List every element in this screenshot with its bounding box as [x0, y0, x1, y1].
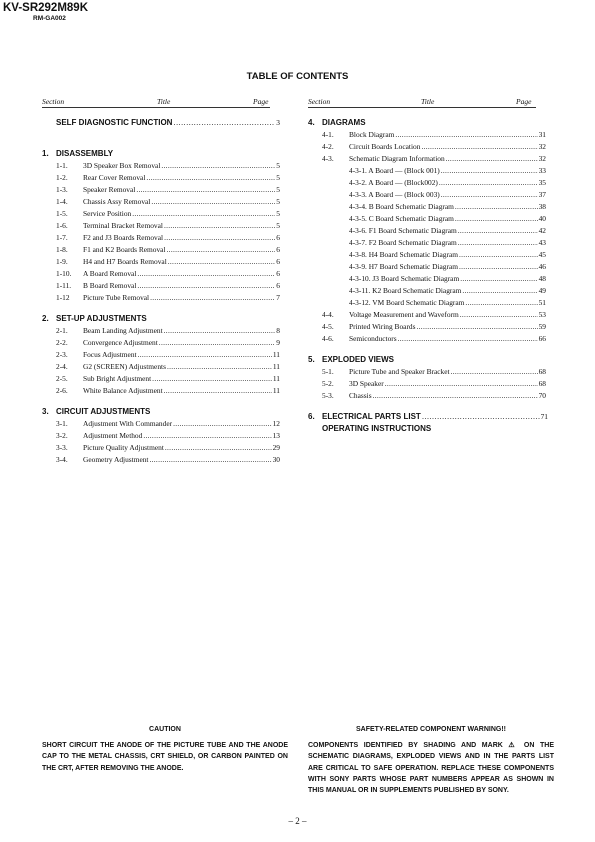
page-number-ref: 11: [272, 374, 280, 383]
toc-subentry: [308, 286, 548, 296]
dot-leader: [458, 226, 538, 235]
entry-title: 3D Speaker Box Removal: [83, 161, 161, 170]
entry-label-line: [349, 166, 546, 175]
toc-subentry: [308, 202, 548, 212]
dot-leader: [373, 391, 538, 400]
dot-leader: [459, 262, 538, 271]
page-number-ref: 5: [276, 161, 280, 170]
toc-entry: [42, 326, 280, 336]
entry-title: Voltage Measurement and Waveform: [349, 310, 459, 319]
page-number-ref: 7: [276, 293, 280, 302]
page-number-ref: 6: [276, 257, 280, 266]
page-number-ref: 9: [276, 338, 280, 347]
entry-label-line: [349, 214, 546, 223]
entry-number: 3-1.: [56, 419, 68, 428]
entry-number: 1-7.: [56, 233, 68, 242]
page-number-ref: 5: [276, 185, 280, 194]
section-title: SELF DIAGNOSTIC FUNCTION: [56, 118, 173, 127]
entry-title: F2 and J3 Boards Removal: [83, 233, 164, 242]
entry-title: Geometry Adjustment: [83, 455, 149, 464]
entry-number: 1-1.: [56, 161, 68, 170]
toc-entry: [308, 379, 548, 389]
entry-label-line: [349, 190, 546, 199]
section-title: CIRCUIT ADJUSTMENTS: [56, 407, 151, 416]
entry-label-line: [349, 379, 546, 388]
toc-entry: [42, 374, 280, 384]
entry-label-line: [83, 281, 280, 290]
toc-subentry: [308, 226, 548, 236]
toc-entry: [308, 322, 548, 332]
dot-leader: [143, 431, 271, 440]
toc-entry: [308, 391, 548, 401]
entry-number: 3-2.: [56, 431, 68, 440]
entry-label-line: [83, 350, 280, 359]
toc-entry: [42, 281, 280, 291]
page-title: TABLE OF CONTENTS: [246, 71, 349, 82]
toc-entry: [42, 269, 280, 279]
page-number-ref: 12: [272, 419, 280, 428]
entry-title: F1 and K2 Boards Removal: [83, 245, 166, 254]
entry-number: 4-6.: [322, 334, 334, 343]
entry-number: 2-2.: [56, 338, 68, 347]
page-number-ref: 46: [538, 262, 546, 271]
toc-entry: [42, 173, 280, 183]
page-number-ref: 38: [538, 202, 546, 211]
entry-label-line: [83, 293, 280, 302]
toc-entry: [42, 209, 280, 219]
page-number-ref: 6: [276, 269, 280, 278]
entry-number: 1-8.: [56, 245, 68, 254]
dot-leader: [159, 338, 276, 347]
page-number-ref: 59: [538, 322, 546, 331]
entry-title: Picture Tube Removal: [83, 293, 150, 302]
toc-subentry: [308, 298, 548, 308]
toc-entry: [42, 221, 280, 231]
caution-text: SHORT CIRCUIT THE ANODE OF THE PICTURE TUBE AND THE ANODE CAP TO THE METAL CHASSIS, CRT SHIELD, OR CARBON PAINTED ON THE CRT, AFTER REMOVING THE ANODE.: [42, 742, 288, 772]
entry-title: Picture Quality Adjustment: [83, 443, 164, 452]
toc-entry: [308, 334, 548, 344]
entry-number: 2-6.: [56, 386, 68, 395]
page-number-ref: 32: [538, 154, 546, 163]
dot-leader: [164, 326, 276, 335]
dot-leader: [136, 185, 275, 194]
entry-title: Semiconductors: [349, 334, 397, 343]
entry-title: G2 (SCREEN) Adjustments: [83, 362, 166, 371]
page-number-ref: 68: [538, 367, 546, 376]
entry-label-line: [83, 386, 280, 395]
entry-title: 3D Speaker: [349, 379, 384, 388]
entry-number: 1-4.: [56, 197, 68, 206]
page-number-ref: 31: [538, 130, 546, 139]
section-header: Section: [42, 97, 65, 106]
entry-label-line: [83, 326, 280, 335]
toc-entry: [42, 293, 280, 303]
entry-title: 4-3-1. A Board — (Block 001): [349, 166, 440, 175]
page-number-ref: 66: [538, 334, 546, 343]
page-number-ref: 3: [276, 118, 280, 127]
entry-label-line: [322, 424, 431, 433]
entry-number: 1-11.: [56, 281, 72, 290]
entry-label-line: [83, 245, 280, 254]
toc-subentry: [308, 178, 548, 188]
entry-number: 1-2.: [56, 173, 68, 182]
entry-title: Terminal Bracket Removal: [83, 221, 163, 230]
toc-entry: [42, 350, 280, 360]
dot-leader: [146, 173, 275, 182]
dot-leader: [150, 293, 275, 302]
dot-leader: [149, 455, 271, 464]
entry-number: 4-2.: [322, 142, 334, 151]
entry-title: 4-3-9. H7 Board Schematic Diagram: [349, 262, 458, 271]
entry-title: 4-3-7. F2 Board Schematic Diagram: [349, 238, 457, 247]
entry-title: Printed Wiring Boards: [349, 322, 416, 331]
dot-leader: [164, 221, 275, 230]
entry-title: 4-3-3. A Board — (Block 003): [349, 190, 440, 199]
dot-leader: [459, 250, 538, 259]
entry-number: 5-2.: [322, 379, 334, 388]
entry-title: Block Diagram: [349, 130, 395, 139]
page-number-ref: 53: [538, 310, 546, 319]
entry-label-line: [349, 298, 546, 307]
page-number-ref: 35: [538, 178, 546, 187]
toc-subentry: [308, 238, 548, 248]
toc-entry: [308, 154, 548, 164]
entry-number: 1-10.: [56, 269, 72, 278]
page-number-ref: 6: [276, 233, 280, 242]
entry-label-line: [322, 412, 548, 421]
section-title: DIAGRAMS: [322, 118, 366, 127]
dot-leader: [455, 214, 538, 223]
dot-leader: [151, 197, 275, 206]
toc-entry: [308, 130, 548, 140]
toc-subentry: [308, 250, 548, 260]
page-number-ref: 5: [276, 173, 280, 182]
dot-leader: [439, 178, 538, 187]
entry-label-line: [83, 455, 280, 464]
entry-label-line: [349, 391, 546, 400]
entry-number: 4-3.: [322, 154, 334, 163]
model-number: KV-SR292M89K: [3, 2, 89, 14]
remote-model: RM-GA002: [33, 15, 66, 22]
entry-number: 2-4.: [56, 362, 68, 371]
dot-leader: [167, 245, 276, 254]
toc-entry: [308, 367, 548, 377]
safety-text: COMPONENTS IDENTIFIED BY SHADING AND MARK ⚠ ON THE SCHEMATIC DIAGRAMS, EXPLODED VIEWS AND IN THE PARTS LIST ARE CRITICAL TO SAFE OPERATION. REPLACE THESE COMPONENTS WITH SONY PARTS WHOSE PART NUMBERS APPEAR AS SHOWN IN THIS MANUAL OR IN SUPPLEMENTS PUBLISHED BY SONY.: [308, 742, 554, 795]
page-number-ref: 51: [538, 298, 546, 307]
page-number-ref: 5: [276, 209, 280, 218]
dot-leader: [137, 281, 275, 290]
entry-title: 4-3-5. C Board Schematic Diagram: [349, 214, 454, 223]
entry-title: Adjustment With Commander: [83, 419, 173, 428]
page-number-ref: 42: [538, 226, 546, 235]
entry-label-line: [83, 173, 280, 182]
entry-title: Rear Cover Removal: [83, 173, 146, 182]
section-number: 3.: [42, 407, 49, 416]
entry-label-line: [349, 322, 546, 331]
page-number: – 2 –: [288, 816, 307, 826]
entry-label-line: [56, 314, 147, 323]
entry-number: 4-1.: [322, 130, 334, 139]
title-header: Title: [421, 97, 435, 106]
entry-title: Sub Bright Adjustment: [83, 374, 152, 383]
toc-entry: [42, 419, 280, 429]
entry-label-line: [83, 221, 280, 230]
entry-number: 2-3.: [56, 350, 68, 359]
toc-subentry: [308, 190, 548, 200]
entry-title: 4-3-11. K2 Board Schematic Diagram: [349, 286, 462, 295]
entry-label-line: [83, 197, 280, 206]
entry-label-line: [83, 257, 280, 266]
entry-label-line: [56, 118, 280, 127]
page-number-ref: 29: [272, 443, 280, 452]
section-number: 1.: [42, 149, 49, 158]
dot-leader: [167, 362, 272, 371]
entry-title: H4 and H7 Boards Removal: [83, 257, 167, 266]
page-number-ref: 70: [538, 391, 546, 400]
entry-title: 4-3-12. VM Board Schematic Diagram: [349, 298, 465, 307]
toc-entry: [42, 443, 280, 453]
page-header: Page: [253, 97, 269, 106]
dot-leader: [385, 379, 538, 388]
page-number-ref: 6: [276, 245, 280, 254]
toc-entry: [42, 338, 280, 348]
entry-number: 1-5.: [56, 209, 68, 218]
entry-number: 2-5.: [56, 374, 68, 383]
section-number: 5.: [308, 355, 315, 364]
dot-leader: [451, 367, 538, 376]
dot-leader: [455, 202, 538, 211]
entry-number: 5-1.: [322, 367, 334, 376]
entry-number: 3-3.: [56, 443, 68, 452]
dot-leader: [173, 118, 275, 127]
page-number-ref: 40: [538, 214, 546, 223]
page-number-ref: 48: [538, 274, 546, 283]
entry-number: 1-9.: [56, 257, 68, 266]
entry-label-line: [83, 431, 280, 440]
page-number-ref: 43: [538, 238, 546, 247]
dot-leader: [165, 443, 272, 452]
entry-title: Schematic Diagram Information: [349, 154, 445, 163]
page-number-ref: 30: [272, 455, 280, 464]
entry-number: 1-12: [56, 293, 70, 302]
page-number-ref: 37: [538, 190, 546, 199]
entry-title: 4-3-4. B Board Schematic Diagram: [349, 202, 454, 211]
section-header: Section: [308, 97, 331, 106]
page-number-ref: 11: [272, 350, 280, 359]
dot-leader: [395, 130, 537, 139]
page-number-ref: 5: [276, 197, 280, 206]
section-number: 4.: [308, 118, 315, 127]
toc-entry: [42, 161, 280, 171]
entry-label-line: [349, 226, 546, 235]
entry-label-line: [83, 209, 280, 218]
toc-subentry: [308, 214, 548, 224]
dot-leader: [462, 286, 537, 295]
toc-entry: [42, 386, 280, 396]
entry-label-line: [349, 334, 546, 343]
entry-number: 3-4.: [56, 455, 68, 464]
page-number-ref: 11: [272, 362, 280, 371]
entry-label-line: [349, 154, 546, 163]
dot-leader: [164, 386, 272, 395]
page-header: Page: [516, 97, 532, 106]
entry-label-line: [349, 367, 546, 376]
toc-entry: [308, 142, 548, 152]
dot-leader: [417, 322, 538, 331]
entry-title: 4-3-2. A Board — (Block002): [349, 178, 438, 187]
entry-title: Circuit Boards Location: [349, 142, 421, 151]
entry-label-line: [83, 443, 280, 452]
entry-label-line: [83, 185, 280, 194]
toc-entry: [42, 455, 280, 465]
entry-title: Adjustment Method: [83, 431, 143, 440]
entry-title: Beam Landing Adjustment: [83, 326, 163, 335]
toc-entry: [42, 233, 280, 243]
entry-label-line: [83, 338, 280, 347]
entry-label-line: [349, 286, 546, 295]
dot-leader: [441, 166, 538, 175]
entry-label-line: [83, 419, 280, 428]
toc-entry: [42, 257, 280, 267]
dot-leader: [138, 350, 272, 359]
dot-leader: [132, 209, 275, 218]
caution-heading: CAUTION: [149, 726, 181, 733]
entry-title: Picture Tube and Speaker Bracket: [349, 367, 450, 376]
page-number-ref: 32: [538, 142, 546, 151]
toc-subentry: [308, 166, 548, 176]
dot-leader: [446, 154, 538, 163]
entry-number: 2-1.: [56, 326, 68, 335]
dot-leader: [161, 161, 275, 170]
header-rule: [42, 107, 270, 108]
section-title: ELECTRICAL PARTS LIST: [322, 412, 421, 421]
entry-label-line: [322, 118, 366, 127]
section-title: DISASSEMBLY: [56, 149, 114, 158]
page-number-ref: 49: [538, 286, 546, 295]
entry-label-line: [349, 130, 546, 139]
entry-number: 5-3.: [322, 391, 334, 400]
toc-entry: [42, 362, 280, 372]
toc-entry: [42, 431, 280, 441]
page-number-ref: 71: [540, 412, 548, 421]
entry-label-line: [83, 233, 280, 242]
dot-leader: [137, 269, 275, 278]
section-number: 6.: [308, 412, 315, 421]
entry-label-line: [349, 274, 546, 283]
toc-entry: [308, 310, 548, 320]
entry-number: 4-5.: [322, 322, 334, 331]
section-number: 2.: [42, 314, 49, 323]
title-header: Title: [157, 97, 171, 106]
entry-label-line: [349, 178, 546, 187]
entry-label-line: [83, 374, 280, 383]
page-number-ref: 5: [276, 221, 280, 230]
page-number-ref: 33: [538, 166, 546, 175]
entry-title: Chassis Assy Removal: [83, 197, 151, 206]
page-number-ref: 11: [272, 386, 280, 395]
dot-leader: [421, 142, 537, 151]
entry-number: 1-6.: [56, 221, 68, 230]
dot-leader: [164, 233, 275, 242]
section-title: OPERATING INSTRUCTIONS: [322, 424, 432, 433]
page-number-ref: 13: [272, 431, 280, 440]
entry-label-line: [349, 142, 546, 151]
toc-subentry: [308, 274, 548, 284]
page-number-ref: 6: [276, 281, 280, 290]
entry-title: 4-3-6. F1 Board Schematic Diagram: [349, 226, 457, 235]
entry-label-line: [322, 355, 394, 364]
dot-leader: [460, 274, 537, 283]
page-number-ref: 68: [538, 379, 546, 388]
dot-leader: [465, 298, 537, 307]
entry-title: 4-3-8. H4 Board Schematic Diagram: [349, 250, 458, 259]
page-number-ref: 8: [276, 326, 280, 335]
safety-heading: SAFETY-RELATED COMPONENT WARNING!!: [356, 726, 506, 733]
section-title: SET-UP ADJUSTMENTS: [56, 314, 147, 323]
dot-leader: [173, 419, 272, 428]
dot-leader: [398, 334, 538, 343]
dot-leader: [460, 310, 538, 319]
entry-title: Chassis: [349, 391, 372, 400]
toc-entry: [42, 197, 280, 207]
toc-entry: [42, 245, 280, 255]
header-rule: [308, 107, 536, 108]
entry-title: 4-3-10. J3 Board Schematic Diagram: [349, 274, 460, 283]
entry-label-line: [83, 269, 280, 278]
dot-leader: [168, 257, 276, 266]
entry-label-line: [349, 238, 546, 247]
entry-label-line: [56, 407, 150, 416]
entry-number: 4-4.: [322, 310, 334, 319]
entry-label-line: [56, 149, 113, 158]
dot-leader: [422, 412, 540, 421]
entry-title: White Balance Adjustment: [83, 386, 163, 395]
entry-title: Convergence Adjustment: [83, 338, 158, 347]
entry-number: 1-3.: [56, 185, 68, 194]
entry-label-line: [349, 262, 546, 271]
entry-title: Service Position: [83, 209, 132, 218]
dot-leader: [441, 190, 538, 199]
entry-label-line: [349, 310, 546, 319]
section-title: EXPLODED VIEWS: [322, 355, 395, 364]
dot-leader: [458, 238, 538, 247]
entry-title: B Board Removal: [83, 281, 137, 290]
entry-label-line: [83, 161, 280, 170]
dot-leader: [152, 374, 272, 383]
entry-title: Speaker Removal: [83, 185, 136, 194]
entry-label-line: [83, 362, 280, 371]
entry-label-line: [349, 250, 546, 259]
entry-label-line: [349, 202, 546, 211]
entry-title: A Board Removal: [83, 269, 137, 278]
entry-title: Focus Adjustment: [83, 350, 137, 359]
page-number-ref: 45: [538, 250, 546, 259]
toc-entry: [42, 185, 280, 195]
toc-subentry: [308, 262, 548, 272]
